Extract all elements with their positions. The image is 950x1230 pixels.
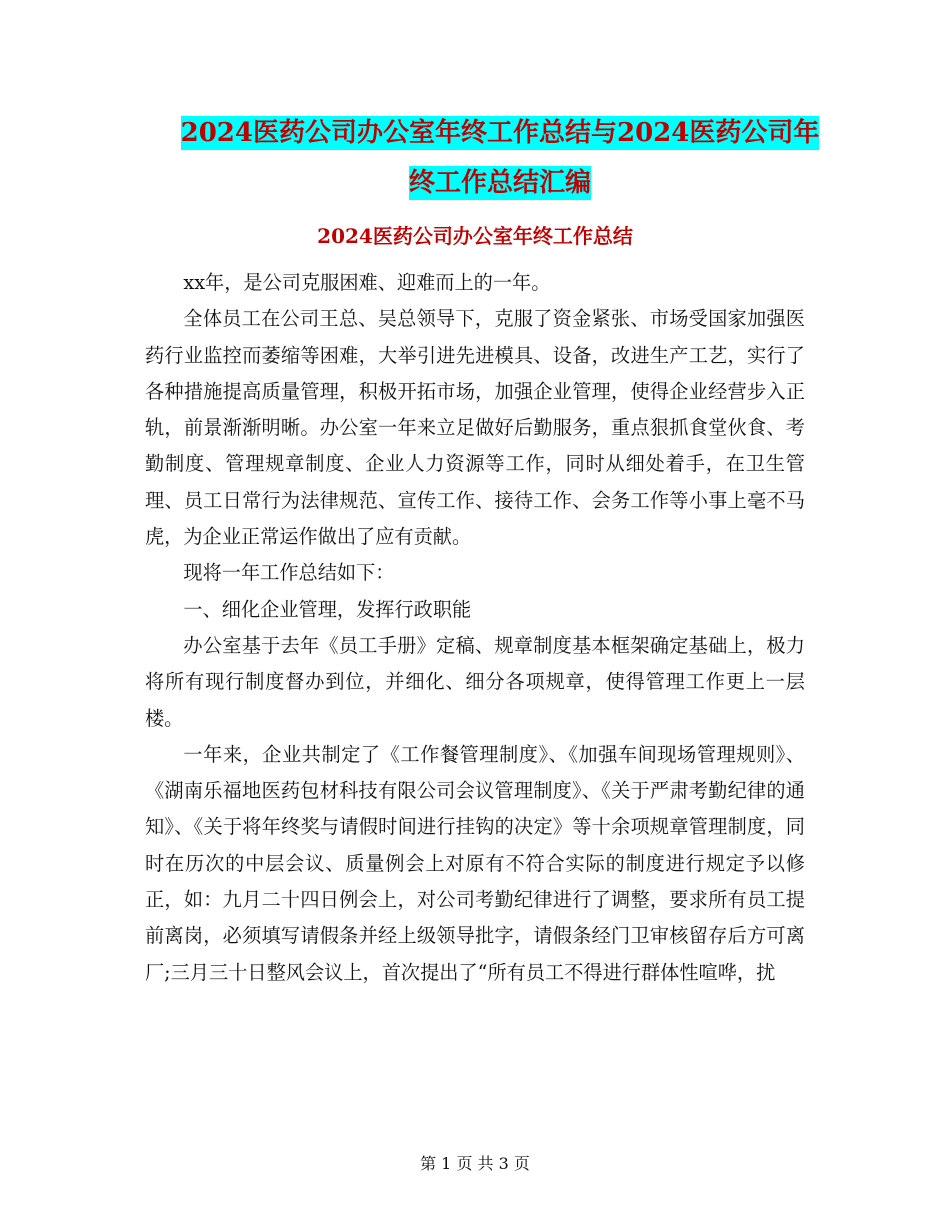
- paragraph: xx年，是公司克服困难、迎难而上的一年。: [183, 271, 551, 294]
- document-title: [150, 108, 850, 208]
- document-body: [145, 265, 805, 991]
- paragraph: 全体员工在公司王总、吴总领导下，克服了资金紧张、市场受国家加强医药行业监控而萎缩等困难，大举引进先进模具、设备，改进生产工艺，实行了各种措施提高质量管理，积极开拓市场，加强企业管理，使得企业经营步入正轨，前景渐渐明晰。办公室一年来立足做好后勤服务，重点狠抓食堂伙食、考勤制度、管理规章制度、企业人力资源等工作，同时从细处着手，在卫生管理、员工日常行为法律规范、宣传工作、接待工作、会务工作等小事上毫不马虎，为企业正常运作做出了应有贡献。: [145, 307, 805, 549]
- paragraph: 办公室基于去年《员工手册》定稿、规章制度基本框架确定基础上，极力将所有现行制度督办到位，并细化、细分各项规章，使得管理工作更上一层楼。: [145, 633, 805, 730]
- document-title-line-1: 2024医药公司办公室年终工作总结与2024医药公司年: [180, 118, 820, 148]
- section-heading: 一、细化企业管理，发挥行政职能: [183, 597, 472, 621]
- section-title: 2024医药公司办公室年终工作总结: [317, 224, 633, 248]
- document-title-line-2: 终工作总结汇编: [408, 168, 591, 198]
- page-number-footer: 第 1 页 共 3 页: [420, 1154, 530, 1173]
- paragraph: 一年来，企业共制定了《工作餐管理制度》、《加强车间现场管理规则》、《湖南乐福地医药包材科技有限公司会议管理制度》、《关于严肃考勤纪律的通知》、《关于将年终奖与请假时间进行挂钩的决定》等十余项规章管理制度，同时在历次的中层会议、质量例会上对原有不符合实际的制度进行规定予以修正，如：九月二十四日例会上，对公司考勤纪律进行了调整，要求所有员工提前离岗，必须填写请假条并经上级领导批字，请假条经门卫审核留存后方可离厂;三月三十日整风会议上，首次提出了“所有员工不得进行群体性喧哗，扰: [145, 742, 805, 984]
- paragraph: 现将一年工作总结如下：: [183, 561, 395, 585]
